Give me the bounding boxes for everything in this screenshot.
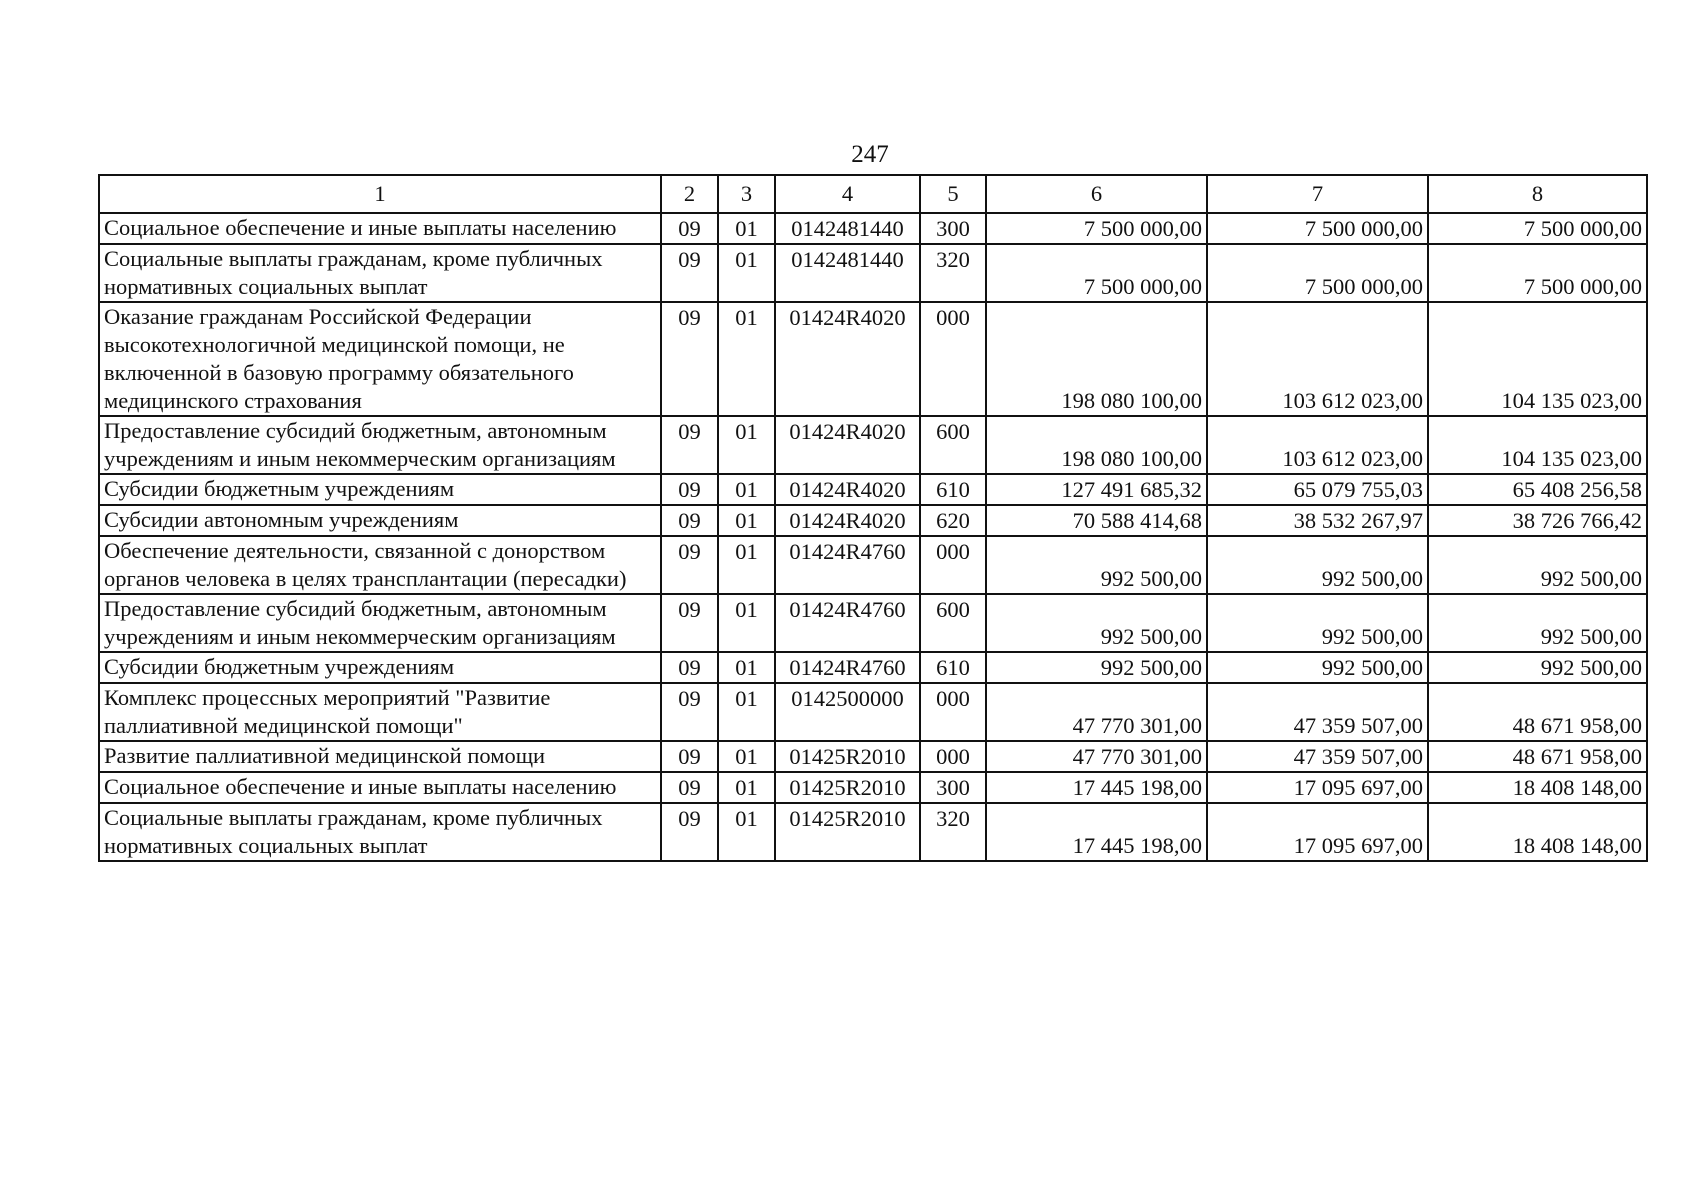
row-subsection: 01 bbox=[718, 505, 775, 536]
row-amount-col8: 7 500 000,00 bbox=[1428, 244, 1647, 302]
row-expense-type: 000 bbox=[920, 302, 986, 416]
table-row bbox=[99, 683, 1647, 741]
table-row bbox=[99, 772, 1647, 803]
table-row bbox=[99, 803, 1647, 861]
row-section: 09 bbox=[661, 536, 718, 594]
row-expense-type: 000 bbox=[920, 683, 986, 741]
row-amount-col8: 104 135 023,00 bbox=[1428, 302, 1647, 416]
table-row bbox=[99, 652, 1647, 683]
row-amount-col8: 48 671 958,00 bbox=[1428, 683, 1647, 741]
row-amount-col7: 17 095 697,00 bbox=[1207, 803, 1428, 861]
row-subsection: 01 bbox=[718, 302, 775, 416]
row-expense-type: 620 bbox=[920, 505, 986, 536]
row-subsection: 01 bbox=[718, 536, 775, 594]
row-section: 09 bbox=[661, 302, 718, 416]
row-subsection: 01 bbox=[718, 594, 775, 652]
row-subsection: 01 bbox=[718, 416, 775, 474]
row-expense-type: 300 bbox=[920, 772, 986, 803]
row-expense-type: 000 bbox=[920, 536, 986, 594]
row-amount-col8: 7 500 000,00 bbox=[1428, 213, 1647, 244]
row-expense-type: 000 bbox=[920, 741, 986, 772]
row-name: Обеспечение деятельности, связанной с донорством органов человека в целях трансплантации (пересадки) bbox=[99, 536, 661, 594]
row-name: Комплекс процессных мероприятий "Развитие паллиативной медицинской помощи" bbox=[99, 683, 661, 741]
row-subsection: 01 bbox=[718, 213, 775, 244]
row-name: Субсидии автономным учреждениям bbox=[99, 505, 661, 536]
row-expense-type: 600 bbox=[920, 594, 986, 652]
row-amount-col6: 198 080 100,00 bbox=[986, 302, 1207, 416]
row-amount-col6: 127 491 685,32 bbox=[986, 474, 1207, 505]
row-target-code: 01425R2010 bbox=[775, 803, 920, 861]
table-row bbox=[99, 244, 1647, 302]
row-subsection: 01 bbox=[718, 803, 775, 861]
row-amount-col8: 65 408 256,58 bbox=[1428, 474, 1647, 505]
header-row bbox=[99, 175, 1647, 213]
row-amount-col8: 104 135 023,00 bbox=[1428, 416, 1647, 474]
row-amount-col7: 47 359 507,00 bbox=[1207, 741, 1428, 772]
row-name: Оказание гражданам Российской Федерации высокотехнологичной медицинской помощи, не включенной в базовую программу обязательного медицинского страхования bbox=[99, 302, 661, 416]
row-amount-col7: 992 500,00 bbox=[1207, 652, 1428, 683]
row-section: 09 bbox=[661, 594, 718, 652]
row-section: 09 bbox=[661, 416, 718, 474]
row-expense-type: 600 bbox=[920, 416, 986, 474]
header-cell: 8 bbox=[1428, 175, 1647, 213]
row-target-code: 01424R4020 bbox=[775, 505, 920, 536]
table-row bbox=[99, 536, 1647, 594]
row-amount-col8: 18 408 148,00 bbox=[1428, 772, 1647, 803]
row-name: Социальное обеспечение и иные выплаты населению bbox=[99, 772, 661, 803]
row-section: 09 bbox=[661, 803, 718, 861]
row-section: 09 bbox=[661, 474, 718, 505]
header-cell: 2 bbox=[661, 175, 718, 213]
row-expense-type: 300 bbox=[920, 213, 986, 244]
row-amount-col8: 18 408 148,00 bbox=[1428, 803, 1647, 861]
table-row bbox=[99, 505, 1647, 536]
row-section: 09 bbox=[661, 683, 718, 741]
table-row bbox=[99, 302, 1647, 416]
header-cell: 1 bbox=[99, 175, 661, 213]
table-row bbox=[99, 594, 1647, 652]
row-name: Развитие паллиативной медицинской помощи bbox=[99, 741, 661, 772]
row-amount-col8: 992 500,00 bbox=[1428, 594, 1647, 652]
row-target-code: 01424R4760 bbox=[775, 594, 920, 652]
row-amount-col7: 992 500,00 bbox=[1207, 536, 1428, 594]
row-amount-col7: 992 500,00 bbox=[1207, 594, 1428, 652]
row-name: Предоставление субсидий бюджетным, автономным учреждениям и иным некоммерческим организациям bbox=[99, 594, 661, 652]
row-subsection: 01 bbox=[718, 741, 775, 772]
row-subsection: 01 bbox=[718, 652, 775, 683]
row-target-code: 0142481440 bbox=[775, 244, 920, 302]
page-number: 247 bbox=[851, 141, 889, 168]
row-target-code: 01424R4020 bbox=[775, 474, 920, 505]
row-amount-col7: 47 359 507,00 bbox=[1207, 683, 1428, 741]
row-name: Социальное обеспечение и иные выплаты населению bbox=[99, 213, 661, 244]
table-row bbox=[99, 416, 1647, 474]
row-amount-col7: 38 532 267,97 bbox=[1207, 505, 1428, 536]
row-target-code: 01424R4760 bbox=[775, 652, 920, 683]
table-row bbox=[99, 213, 1647, 244]
header-cell: 6 bbox=[986, 175, 1207, 213]
header-cell: 7 bbox=[1207, 175, 1428, 213]
row-amount-col7: 17 095 697,00 bbox=[1207, 772, 1428, 803]
row-section: 09 bbox=[661, 244, 718, 302]
row-section: 09 bbox=[661, 772, 718, 803]
row-subsection: 01 bbox=[718, 772, 775, 803]
row-target-code: 01424R4020 bbox=[775, 416, 920, 474]
row-name: Субсидии бюджетным учреждениям bbox=[99, 652, 661, 683]
row-amount-col6: 7 500 000,00 bbox=[986, 244, 1207, 302]
row-amount-col7: 103 612 023,00 bbox=[1207, 416, 1428, 474]
row-amount-col6: 992 500,00 bbox=[986, 652, 1207, 683]
row-section: 09 bbox=[661, 652, 718, 683]
row-subsection: 01 bbox=[718, 244, 775, 302]
row-name: Социальные выплаты гражданам, кроме публичных нормативных социальных выплат bbox=[99, 803, 661, 861]
row-target-code: 01425R2010 bbox=[775, 772, 920, 803]
row-expense-type: 320 bbox=[920, 803, 986, 861]
row-amount-col6: 47 770 301,00 bbox=[986, 683, 1207, 741]
header-cell: 5 bbox=[920, 175, 986, 213]
row-amount-col7: 7 500 000,00 bbox=[1207, 213, 1428, 244]
row-section: 09 bbox=[661, 213, 718, 244]
header-cell: 3 bbox=[718, 175, 775, 213]
row-name: Субсидии бюджетным учреждениям bbox=[99, 474, 661, 505]
row-amount-col7: 65 079 755,03 bbox=[1207, 474, 1428, 505]
row-expense-type: 610 bbox=[920, 652, 986, 683]
row-target-code: 0142481440 bbox=[775, 213, 920, 244]
row-section: 09 bbox=[661, 741, 718, 772]
row-amount-col8: 48 671 958,00 bbox=[1428, 741, 1647, 772]
row-section: 09 bbox=[661, 505, 718, 536]
budget-table bbox=[98, 174, 1648, 862]
row-expense-type: 320 bbox=[920, 244, 986, 302]
row-amount-col7: 7 500 000,00 bbox=[1207, 244, 1428, 302]
row-expense-type: 610 bbox=[920, 474, 986, 505]
row-amount-col7: 103 612 023,00 bbox=[1207, 302, 1428, 416]
row-amount-col6: 17 445 198,00 bbox=[986, 772, 1207, 803]
row-amount-col8: 992 500,00 bbox=[1428, 536, 1647, 594]
row-amount-col8: 992 500,00 bbox=[1428, 652, 1647, 683]
row-amount-col6: 70 588 414,68 bbox=[986, 505, 1207, 536]
row-amount-col6: 47 770 301,00 bbox=[986, 741, 1207, 772]
row-subsection: 01 bbox=[718, 474, 775, 505]
row-amount-col8: 38 726 766,42 bbox=[1428, 505, 1647, 536]
row-subsection: 01 bbox=[718, 683, 775, 741]
row-target-code: 0142500000 bbox=[775, 683, 920, 741]
row-amount-col6: 17 445 198,00 bbox=[986, 803, 1207, 861]
row-target-code: 01424R4760 bbox=[775, 536, 920, 594]
row-amount-col6: 7 500 000,00 bbox=[986, 213, 1207, 244]
row-target-code: 01425R2010 bbox=[775, 741, 920, 772]
row-target-code: 01424R4020 bbox=[775, 302, 920, 416]
table-row bbox=[99, 474, 1647, 505]
row-amount-col6: 992 500,00 bbox=[986, 536, 1207, 594]
row-amount-col6: 992 500,00 bbox=[986, 594, 1207, 652]
row-amount-col6: 198 080 100,00 bbox=[986, 416, 1207, 474]
row-name: Предоставление субсидий бюджетным, автономным учреждениям и иным некоммерческим организациям bbox=[99, 416, 661, 474]
row-name: Социальные выплаты гражданам, кроме публичных нормативных социальных выплат bbox=[99, 244, 661, 302]
table-row bbox=[99, 741, 1647, 772]
header-cell: 4 bbox=[775, 175, 920, 213]
